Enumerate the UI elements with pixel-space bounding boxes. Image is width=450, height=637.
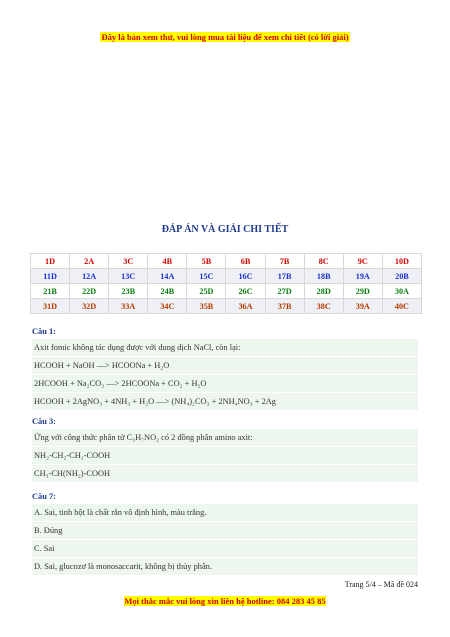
answer-cell: 11D bbox=[31, 269, 70, 284]
equation-line: HCOOH + 2AgNO₃ + 4NH₃ + H₂O —> (NH₄)₂CO₃ + 2NH₄NO₃ + 2Ag bbox=[32, 393, 418, 410]
answer-cell: 27D bbox=[265, 284, 304, 299]
answer-cell: 38C bbox=[304, 299, 343, 314]
option-line: B. Đúng bbox=[32, 522, 418, 539]
answer-cell: 23B bbox=[109, 284, 148, 299]
answer-cell: 18B bbox=[304, 269, 343, 284]
option-line: D. Sai, glucozơ là monosaccarit, không bị thủy phân. bbox=[32, 558, 418, 575]
answer-cell: 10D bbox=[382, 254, 421, 269]
solution-line: Axit fomic không tác dụng được với dung dịch NaCl, còn lại: bbox=[32, 339, 418, 356]
answer-cell: 1D bbox=[31, 254, 70, 269]
answer-cell: 16C bbox=[226, 269, 265, 284]
preview-banner bbox=[0, 27, 450, 45]
hotline-banner bbox=[0, 591, 450, 609]
page-title: ĐÁP ÁN VÀ GIẢI CHI TIẾT bbox=[161, 224, 289, 235]
answer-cell: 26C bbox=[226, 284, 265, 299]
answer-cell: 30A bbox=[382, 284, 421, 299]
answer-cell: 29D bbox=[343, 284, 382, 299]
hotline-text: Mọi thắc mắc vui lòng xin liên hệ hotline: 084 283 45 85 bbox=[124, 596, 326, 606]
answer-cell: 6B bbox=[226, 254, 265, 269]
answer-cell: 33A bbox=[109, 299, 148, 314]
answer-cell: 35B bbox=[187, 299, 226, 314]
formula-line: NH₂-CH₂-CH₂-COOH bbox=[32, 447, 418, 464]
answer-table bbox=[30, 253, 422, 314]
question-heading: Câu 3: bbox=[32, 417, 56, 426]
answer-cell: 22D bbox=[70, 284, 109, 299]
answer-cell: 13C bbox=[109, 269, 148, 284]
answer-cell: 14A bbox=[148, 269, 187, 284]
answer-cell: 3C bbox=[109, 254, 148, 269]
answer-cell: 40C bbox=[382, 299, 421, 314]
answer-row-4 bbox=[31, 299, 422, 314]
option-line: C. Sai bbox=[32, 540, 418, 557]
question-3 bbox=[32, 417, 418, 483]
question-heading: Câu 1: bbox=[32, 327, 56, 336]
answer-cell: 20B bbox=[382, 269, 421, 284]
answer-cell: 24B bbox=[148, 284, 187, 299]
answer-cell: 8C bbox=[304, 254, 343, 269]
answer-row-3 bbox=[31, 284, 422, 299]
answer-cell: 31D bbox=[31, 299, 70, 314]
answer-cell: 21B bbox=[31, 284, 70, 299]
answer-cell: 2A bbox=[70, 254, 109, 269]
answer-cell: 25D bbox=[187, 284, 226, 299]
answer-cell: 15C bbox=[187, 269, 226, 284]
question-7 bbox=[32, 492, 418, 576]
answer-cell: 17B bbox=[265, 269, 304, 284]
answer-cell: 34C bbox=[148, 299, 187, 314]
answer-cell: 9C bbox=[343, 254, 382, 269]
option-line: A. Sai, tinh bột là chất rắn vô định hình, màu trắng. bbox=[32, 504, 418, 521]
question-1 bbox=[32, 327, 418, 411]
answer-row-1 bbox=[31, 254, 422, 269]
answer-cell: 28D bbox=[304, 284, 343, 299]
preview-banner-text: Đây là bản xem thử, vui lòng mua tài liệu để xem chi tiết (có lời giải) bbox=[101, 32, 349, 42]
answer-cell: 7B bbox=[265, 254, 304, 269]
answer-cell: 37B bbox=[265, 299, 304, 314]
answer-cell: 32D bbox=[70, 299, 109, 314]
answer-cell: 4B bbox=[148, 254, 187, 269]
answer-cell: 36A bbox=[226, 299, 265, 314]
page-number: Trang 5/4 – Mã đề 024 bbox=[344, 580, 418, 589]
answer-cell: 39A bbox=[343, 299, 382, 314]
answer-cell: 19A bbox=[343, 269, 382, 284]
solution-line: Ứng với công thức phân tử C₃H₇NO₂ có 2 đồng phân amino axit: bbox=[32, 429, 418, 446]
formula-line: CH₃-CH(NH₂)-COOH bbox=[32, 465, 418, 482]
answer-row-2 bbox=[31, 269, 422, 284]
answer-cell: 12A bbox=[70, 269, 109, 284]
question-heading: Câu 7: bbox=[32, 492, 56, 501]
answer-cell: 5B bbox=[187, 254, 226, 269]
equation-line: HCOOH + NaOH —> HCOONa + H₂O bbox=[32, 357, 418, 374]
equation-line: 2HCOOH + Na₂CO₃ —> 2HCOONa + CO₂ + H₂O bbox=[32, 375, 418, 392]
